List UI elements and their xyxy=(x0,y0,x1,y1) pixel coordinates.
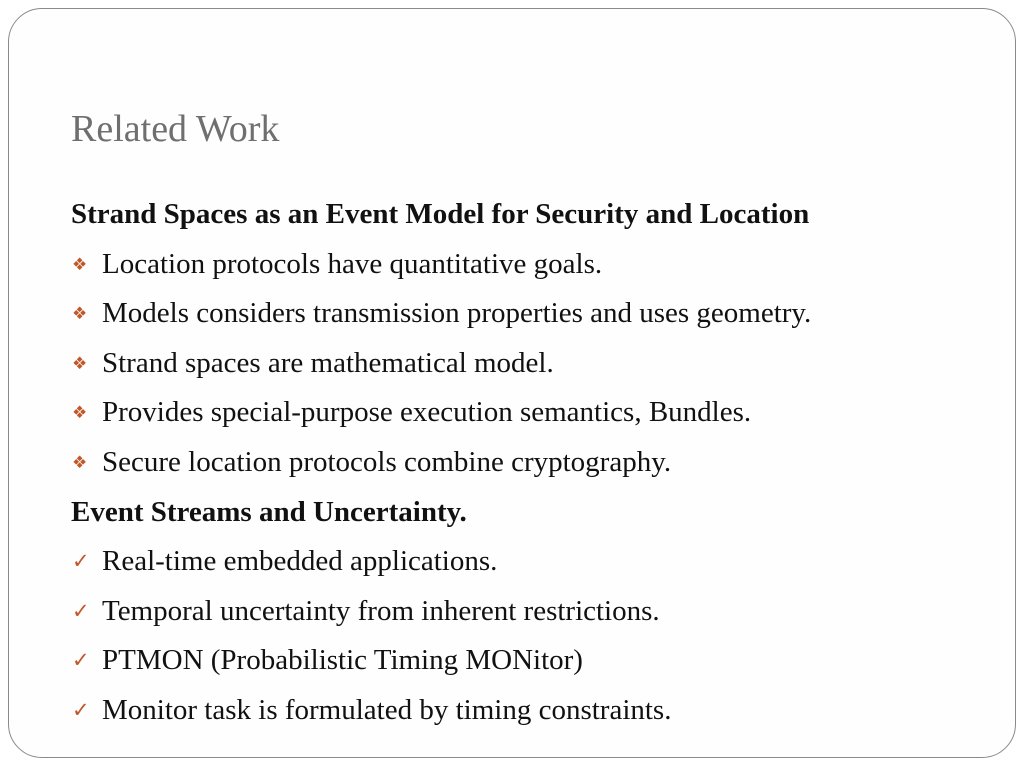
section-heading-event-streams: Event Streams and Uncertainty. xyxy=(71,495,467,528)
list-item xyxy=(71,240,971,290)
list-item xyxy=(71,388,971,438)
list-item xyxy=(71,537,971,587)
checkmark-bullet-icon: ✓ xyxy=(72,697,90,722)
list-item xyxy=(71,289,971,339)
section-heading-strand-spaces: Strand Spaces as an Event Model for Security and Location xyxy=(71,198,810,230)
checkmark-bullet-icon: ✓ xyxy=(72,549,90,574)
slide-body xyxy=(71,190,971,736)
list-item-text: Real-time embedded applications. xyxy=(102,545,498,578)
list-item-text: Secure location protocols combine cryptography. xyxy=(102,445,672,478)
list-item-text: Provides special-purpose execution semantics, Bundles. xyxy=(102,396,752,429)
list-item-text: Location protocols have quantitative goals. xyxy=(102,247,603,280)
list-item xyxy=(71,686,971,736)
checkmark-bullet-icon: ✓ xyxy=(72,598,90,623)
list-item-text: Models considers transmission properties and uses geometry. xyxy=(102,297,812,330)
checkmark-bullet-icon: ✓ xyxy=(72,648,90,673)
list-item-text: Monitor task is formulated by timing constraints. xyxy=(102,693,672,726)
diamond-bullet-icon: ❖ xyxy=(72,254,88,274)
slide-frame xyxy=(8,8,1016,758)
list-item-text: Temporal uncertainty from inherent restrictions. xyxy=(102,594,660,627)
list-item xyxy=(71,438,971,488)
list-item-text: PTMON (Probabilistic Timing MONitor) xyxy=(102,644,583,677)
diamond-bullet-icon: ❖ xyxy=(72,353,88,373)
diamond-bullet-icon: ❖ xyxy=(72,304,88,324)
list-item xyxy=(71,587,971,637)
list-item xyxy=(71,636,971,686)
list-item xyxy=(71,339,971,389)
diamond-bullet-icon: ❖ xyxy=(72,452,88,472)
list-item-text: Strand spaces are mathematical model. xyxy=(102,346,554,379)
slide-title: Related Work xyxy=(71,108,280,150)
diamond-bullet-icon: ❖ xyxy=(72,403,88,423)
